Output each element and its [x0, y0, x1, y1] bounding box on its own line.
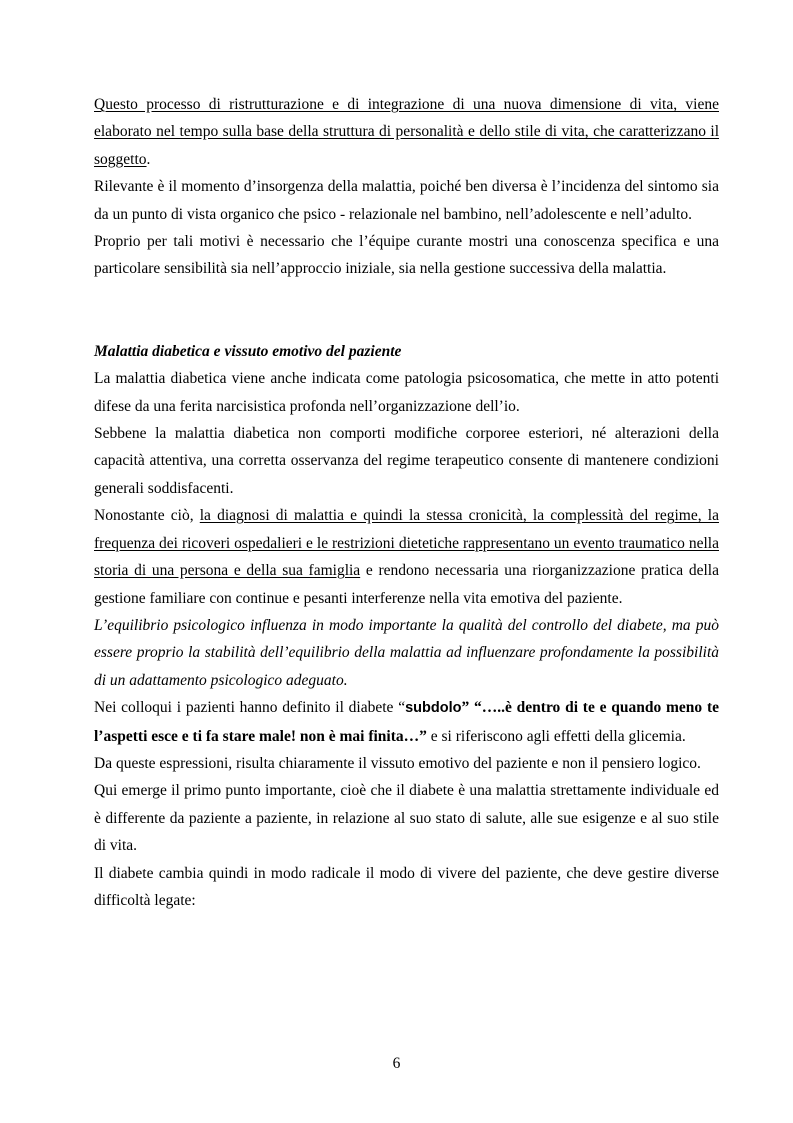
page-number: 6: [392, 1055, 401, 1072]
bold-quote: ” “…..è dentro di te e quando meno te l’aspetti esce e ti fa stare male! non è mai finita…”: [94, 699, 719, 745]
paragraph-interviews: Nei colloqui i pazienti hanno definito il diabete “subdolo” “…..è dentro di te e quando meno te l’aspetti esce e ti fa stare male! non è mai finita…” e si riferiscono agli effetti della glicemia.: [94, 699, 719, 745]
paragraph-diagnosis: Nonostante ciò, la diagnosi di malattia e quindi la stessa cronicità, la complessità del regime, la frequenza dei ricoveri ospedalieri e le restrizioni dietetiche rappresentano un evento traumatico nella storia di una persona e della sua famiglia e rendono necessaria una riorganizzazione pratica della gestione familiare con continue e pesanti interferenze nella vita emotiva del paziente.: [94, 507, 719, 607]
paragraph-individual: Qui emerge il primo punto importante, cioè che il diabete è una malattia strettamente individuale ed è differente da paziente a paziente, in relazione al suo stato di salute, alle sue esigenze e al suo stile di vita.: [94, 782, 719, 855]
paragraph-expressions: Da queste espressioni, risulta chiaramente il vissuto emotivo del paziente e non il pensiero logico.: [94, 754, 701, 772]
document-body: [94, 91, 719, 914]
paragraph-process: Questo processo di ristrutturazione e di integrazione di una nuova dimensione di vita, viene elaborato nel tempo sulla base della struttura di personalità e dello stile di vita, che caratterizzano il soggetto.: [94, 96, 719, 168]
underlined-text: la diagnosi di malattia e quindi la stessa cronicità, la complessità del regime, la frequenza dei ricoveri ospedalieri e le restrizioni dietetiche rappresentano un evento traumatico nella storia di una persona e della sua famiglia: [94, 507, 719, 580]
paragraph-lifestyle: Il diabete cambia quindi in modo radicale il modo di vivere del paziente, che deve gestire diverse difficoltà legate:: [94, 864, 719, 909]
bold-quote: subdolo: [405, 700, 462, 717]
section-heading: Malattia diabetica e vissuto emotivo del paziente: [94, 342, 402, 360]
paragraph-onset: Rilevante è il momento d’insorgenza della malattia, poiché ben diversa è l’incidenza del sintomo sia da un punto di vista organico che psico - relazionale nel bambino, nell’adolescente e nell’adulto.: [94, 178, 719, 223]
paragraph-care-team: Proprio per tali motivi è necessario che l’équipe curante mostri una conoscenza specifica e una particolare sensibilità sia nell’approccio iniziale, sia nella gestione successiva della malattia.: [94, 233, 719, 278]
paragraph-psychosomatic: La malattia diabetica viene anche indicata come patologia psicosomatica, che mette in atto potenti difese da una ferita narcisistica profonda nell’organizzazione dell’io.: [94, 370, 719, 415]
underlined-text: Questo processo di ristrutturazione e di integrazione di una nuova dimensione di vita, viene elaborato nel tempo sulla base della struttura di personalità e dello stile di vita, che caratterizzano il soggetto: [94, 96, 719, 168]
paragraph-therapy: Sebbene la malattia diabetica non comporti modifiche corporee esteriori, né alterazioni della capacità attentiva, una corretta osservanza del regime terapeutico consente di mantenere condizioni generali soddisfacenti.: [94, 425, 719, 497]
section-spacer: [94, 283, 719, 338]
paragraph-equilibrium: L’equilibrio psicologico influenza in modo importante la qualità del controllo del diabete, ma può essere proprio la stabilità dell’equilibrio della malattia ad influenzare profondamente la possibilità di un adattamento psicologico adeguato.: [94, 616, 719, 689]
